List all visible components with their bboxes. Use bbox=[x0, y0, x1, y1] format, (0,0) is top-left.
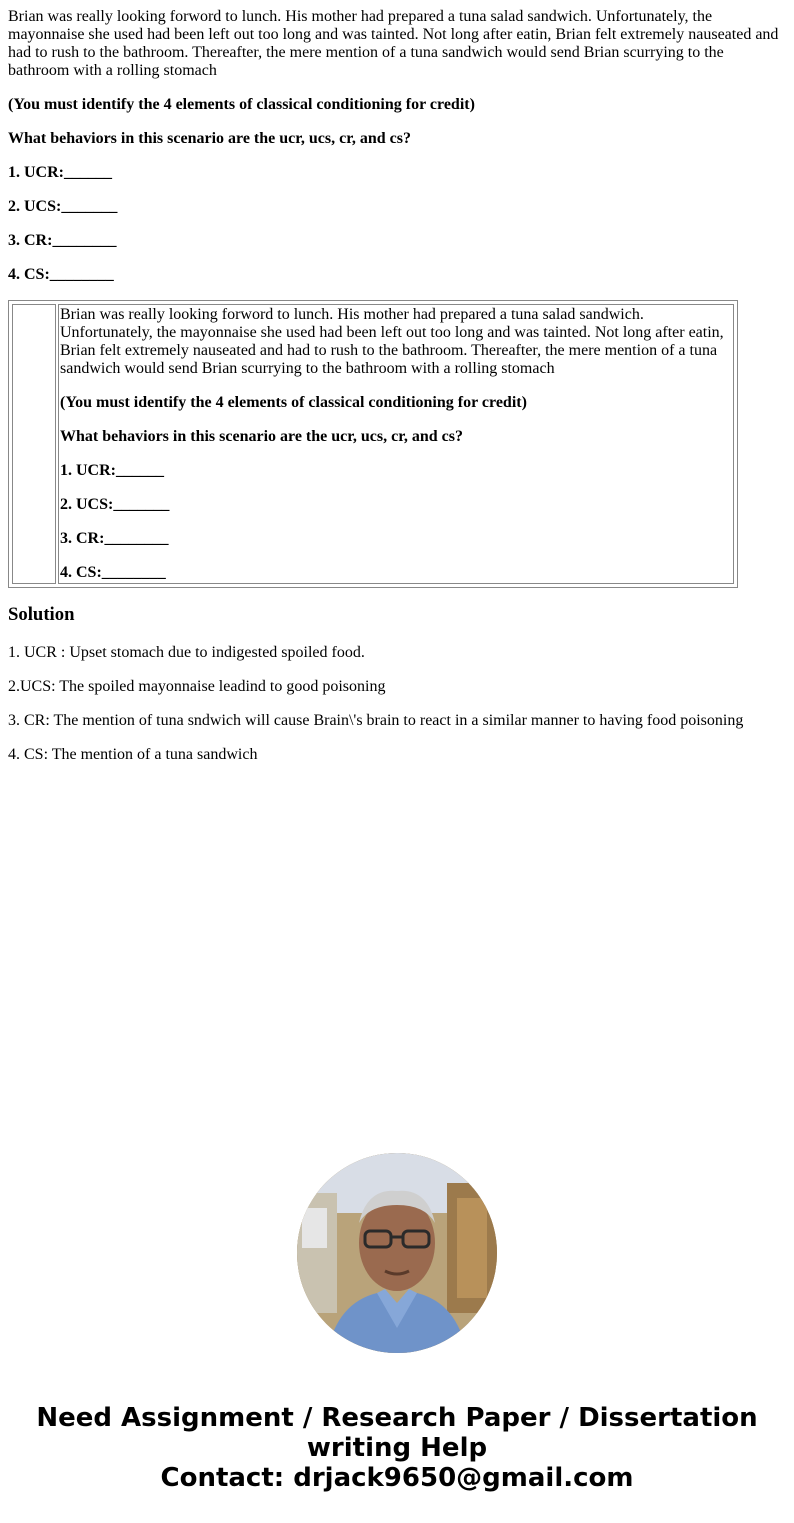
scenario-text: Brian was really looking forword to lunch. His mother had prepared a tuna salad sandwich. Unfortunately, the mayonnaise she used had been left out too long and was tainted. Not long after eatin, Brian felt extremely nauseated and had to rush to the bathroom. Thereafter, the mere mention of a tuna sandwich would send Brian scurrying to the bathroom with a rolling stomach bbox=[8, 8, 779, 79]
author-avatar bbox=[297, 1153, 497, 1353]
question-block bbox=[8, 8, 786, 284]
question-table bbox=[8, 300, 738, 588]
credit-note: (You must identify the 4 elements of classical conditioning for credit) bbox=[8, 96, 475, 113]
solution-heading: Solution bbox=[8, 604, 75, 625]
blank-item-ucr: 1. UCR:______ bbox=[8, 164, 112, 181]
table-blank-item-cs: 4. CS:________ bbox=[60, 564, 166, 581]
promo-line-1: Need Assignment / Research Paper / Dissertation bbox=[36, 1403, 758, 1433]
solution-answer-cs: 4. CS: The mention of a tuna sandwich bbox=[8, 746, 258, 763]
question-prompt: What behaviors in this scenario are the ucr, ucs, cr, and cs? bbox=[8, 130, 411, 147]
table-blank-item-ucs: 2. UCS:_______ bbox=[60, 496, 170, 513]
solution-answer-ucs: 2.UCS: The spoiled mayonnaise leadind to good poisoning bbox=[8, 678, 386, 695]
solution-answer-ucr: 1. UCR : Upset stomach due to indigested spoiled food. bbox=[8, 644, 365, 661]
blank-item-ucs: 2. UCS:_______ bbox=[8, 198, 118, 215]
table-blank-item-cr: 3. CR:________ bbox=[60, 530, 169, 547]
promo-contact: Contact: drjack9650@gmail.com bbox=[160, 1463, 634, 1493]
promo-text bbox=[0, 1403, 794, 1493]
blank-item-cs: 4. CS:________ bbox=[8, 266, 114, 283]
blank-item-cr: 3. CR:________ bbox=[8, 232, 117, 249]
table-question-cell bbox=[58, 304, 734, 584]
table-empty-cell bbox=[12, 304, 56, 584]
promo-section bbox=[0, 1153, 794, 1493]
promo-line-2: writing Help bbox=[306, 1433, 488, 1463]
document-body bbox=[8, 8, 786, 780]
solution-answer-cr: 3. CR: The mention of tuna sndwich will cause Brain\'s brain to react in a similar manner to having food poisoning bbox=[8, 712, 744, 729]
table-credit-note: (You must identify the 4 elements of classical conditioning for credit) bbox=[60, 394, 527, 411]
table-scenario-text: Brian was really looking forword to lunch. His mother had prepared a tuna salad sandwich. Unfortunately, the mayonnaise she used had been left out too long and was tainted. Not long after eatin, Brian felt extremely nauseated and had to rush to the bathroom. Thereafter, the mere mention of a tuna sandwich would send Brian scurrying to the bathroom with a rolling stomach bbox=[60, 306, 724, 377]
table-question-prompt: What behaviors in this scenario are the ucr, ucs, cr, and cs? bbox=[60, 428, 463, 445]
table-blank-item-ucr: 1. UCR:______ bbox=[60, 462, 164, 479]
